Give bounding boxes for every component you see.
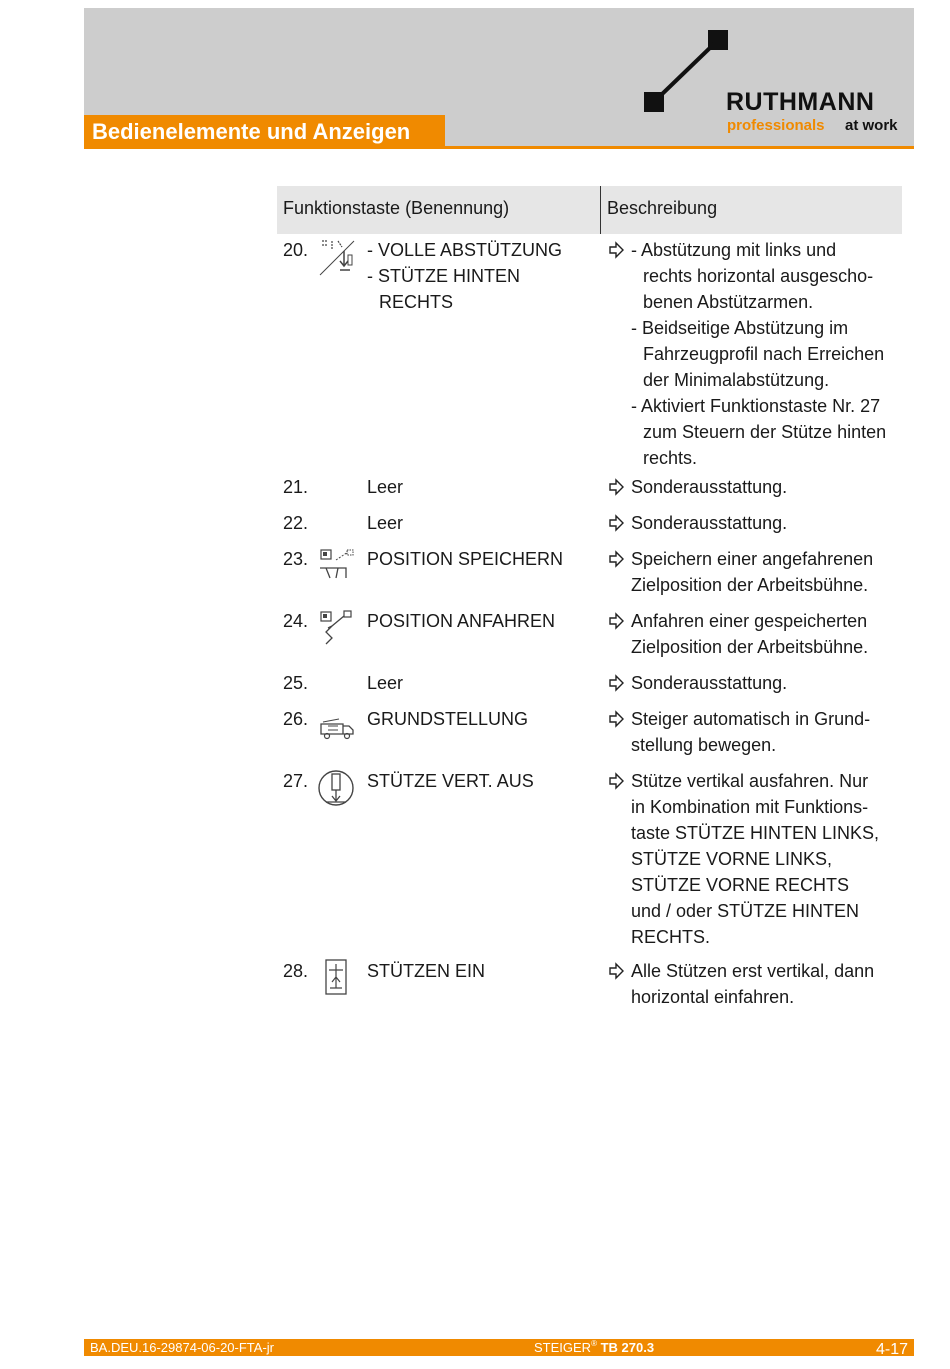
section-title: Bedienelemente und Anzeigen bbox=[84, 115, 445, 148]
arrow-right-icon bbox=[608, 706, 624, 732]
name-line: - VOLLE ABSTÜTZUNG bbox=[367, 240, 563, 260]
name-line: Leer bbox=[367, 513, 404, 533]
desc-line: Zielposition der Arbeitsbühne. bbox=[631, 637, 869, 657]
function-description bbox=[631, 474, 901, 500]
row-number: 26. bbox=[283, 709, 309, 729]
desc-line: - Beidseitige Abstützung im bbox=[631, 318, 849, 338]
desc-line: Anfahren einer gespeicherten bbox=[631, 611, 868, 631]
function-name bbox=[367, 608, 597, 634]
function-name bbox=[367, 958, 597, 984]
function-name bbox=[367, 546, 597, 572]
col-header-function-key: Funktionstaste (Benennung) bbox=[283, 198, 510, 218]
desc-line: Fahrzeugprofil nach Erreichen bbox=[643, 344, 885, 364]
arrow-right-icon bbox=[608, 608, 624, 634]
row-number: 22. bbox=[283, 513, 309, 533]
table-header bbox=[277, 186, 902, 234]
desc-line: - Aktiviert Funktionstaste Nr. 27 bbox=[631, 396, 881, 416]
name-line: STÜTZE VERT. AUS bbox=[367, 771, 534, 791]
outrigger-rear-right-icon bbox=[318, 237, 356, 277]
desc-line: rechts. bbox=[643, 448, 698, 468]
function-name bbox=[367, 670, 597, 696]
arrow-right-icon bbox=[608, 546, 624, 572]
name-line: STÜTZEN EIN bbox=[367, 961, 486, 981]
desc-line: in Kombination mit Funktions- bbox=[631, 797, 869, 817]
product-name bbox=[534, 1339, 654, 1356]
desc-line: rechts horizontal ausgescho- bbox=[643, 266, 874, 286]
arrow-right-icon bbox=[608, 474, 624, 500]
desc-line: der Minimalabstützung. bbox=[643, 370, 830, 390]
position-approach-icon bbox=[318, 608, 356, 648]
logo-tagline-professionals: professionals bbox=[727, 117, 825, 134]
function-description bbox=[631, 768, 901, 950]
row-number: 21. bbox=[283, 477, 309, 497]
function-name bbox=[367, 237, 597, 315]
row-number: 28. bbox=[283, 961, 309, 981]
arrow-right-icon bbox=[608, 510, 624, 536]
name-line: GRUNDSTELLUNG bbox=[367, 709, 529, 729]
function-name bbox=[367, 510, 597, 536]
name-line: POSITION ANFAHREN bbox=[367, 611, 556, 631]
position-save-icon bbox=[318, 546, 356, 586]
function-name bbox=[367, 706, 597, 732]
desc-line: benen Abstützarmen. bbox=[643, 292, 814, 312]
page-number: 4-17 bbox=[875, 1341, 908, 1358]
desc-line: taste STÜTZE HINTEN LINKS, bbox=[631, 823, 880, 843]
truck-home-position-icon bbox=[318, 706, 356, 746]
desc-line: STÜTZE VORNE RECHTS bbox=[631, 875, 850, 895]
function-description bbox=[631, 608, 901, 660]
arrow-right-icon bbox=[608, 670, 624, 696]
function-description bbox=[631, 546, 901, 598]
desc-line: - Abstützung mit links und bbox=[631, 240, 837, 260]
desc-line: und / oder STÜTZE HINTEN bbox=[631, 901, 860, 921]
logo-tagline-at-work: at work bbox=[845, 117, 898, 134]
function-description bbox=[631, 510, 901, 536]
desc-line: Sonderausstattung. bbox=[631, 477, 788, 497]
page-footer bbox=[84, 1339, 914, 1356]
function-name bbox=[367, 474, 597, 500]
outrigger-vertical-extend-icon bbox=[318, 768, 356, 808]
name-line: RECHTS bbox=[379, 292, 454, 312]
product-prefix: STEIGER bbox=[534, 1340, 592, 1355]
arrow-right-icon bbox=[608, 958, 624, 984]
document-id: BA.DEU.16-29874-06-20-FTA-jr bbox=[90, 1340, 274, 1355]
name-line: - STÜTZE HINTEN bbox=[367, 266, 520, 286]
arrow-right-icon bbox=[608, 237, 624, 263]
ruthmann-logo-mark bbox=[640, 28, 732, 116]
registered-mark: ® bbox=[591, 1339, 597, 1348]
row-number: 23. bbox=[283, 549, 309, 569]
desc-line: zum Steuern der Stütze hinten bbox=[643, 422, 887, 442]
row-number: 20. bbox=[283, 240, 309, 260]
col-header-description: Beschreibung bbox=[607, 198, 718, 218]
function-description bbox=[631, 958, 901, 1010]
desc-line: Sonderausstattung. bbox=[631, 673, 788, 693]
function-name bbox=[367, 768, 597, 794]
row-number: 25. bbox=[283, 673, 309, 693]
arrow-right-icon bbox=[608, 768, 624, 794]
desc-line: horizontal einfahren. bbox=[631, 987, 795, 1007]
desc-line: stellung bewegen. bbox=[631, 735, 777, 755]
function-description bbox=[631, 237, 901, 471]
desc-line: Alle Stützen erst vertikal, dann bbox=[631, 961, 875, 981]
name-line: Leer bbox=[367, 477, 404, 497]
desc-line: Speichern einer angefahrenen bbox=[631, 549, 874, 569]
logo-name: RUTHMANN bbox=[726, 88, 875, 116]
product-model: TB 270.3 bbox=[600, 1340, 655, 1355]
row-number: 24. bbox=[283, 611, 309, 631]
name-line: Leer bbox=[367, 673, 404, 693]
outriggers-retract-icon bbox=[318, 958, 356, 998]
desc-line: Sonderausstattung. bbox=[631, 513, 788, 533]
desc-line: Stütze vertikal ausfahren. Nur bbox=[631, 771, 869, 791]
header-divider bbox=[600, 186, 601, 234]
function-description bbox=[631, 670, 901, 696]
name-line: POSITION SPEICHERN bbox=[367, 549, 564, 569]
desc-line: STÜTZE VORNE LINKS, bbox=[631, 849, 833, 869]
desc-line: Steiger automatisch in Grund- bbox=[631, 709, 871, 729]
desc-line: Zielposition der Arbeitsbühne. bbox=[631, 575, 869, 595]
row-number: 27. bbox=[283, 771, 309, 791]
desc-line: RECHTS. bbox=[631, 927, 711, 947]
function-description bbox=[631, 706, 901, 758]
